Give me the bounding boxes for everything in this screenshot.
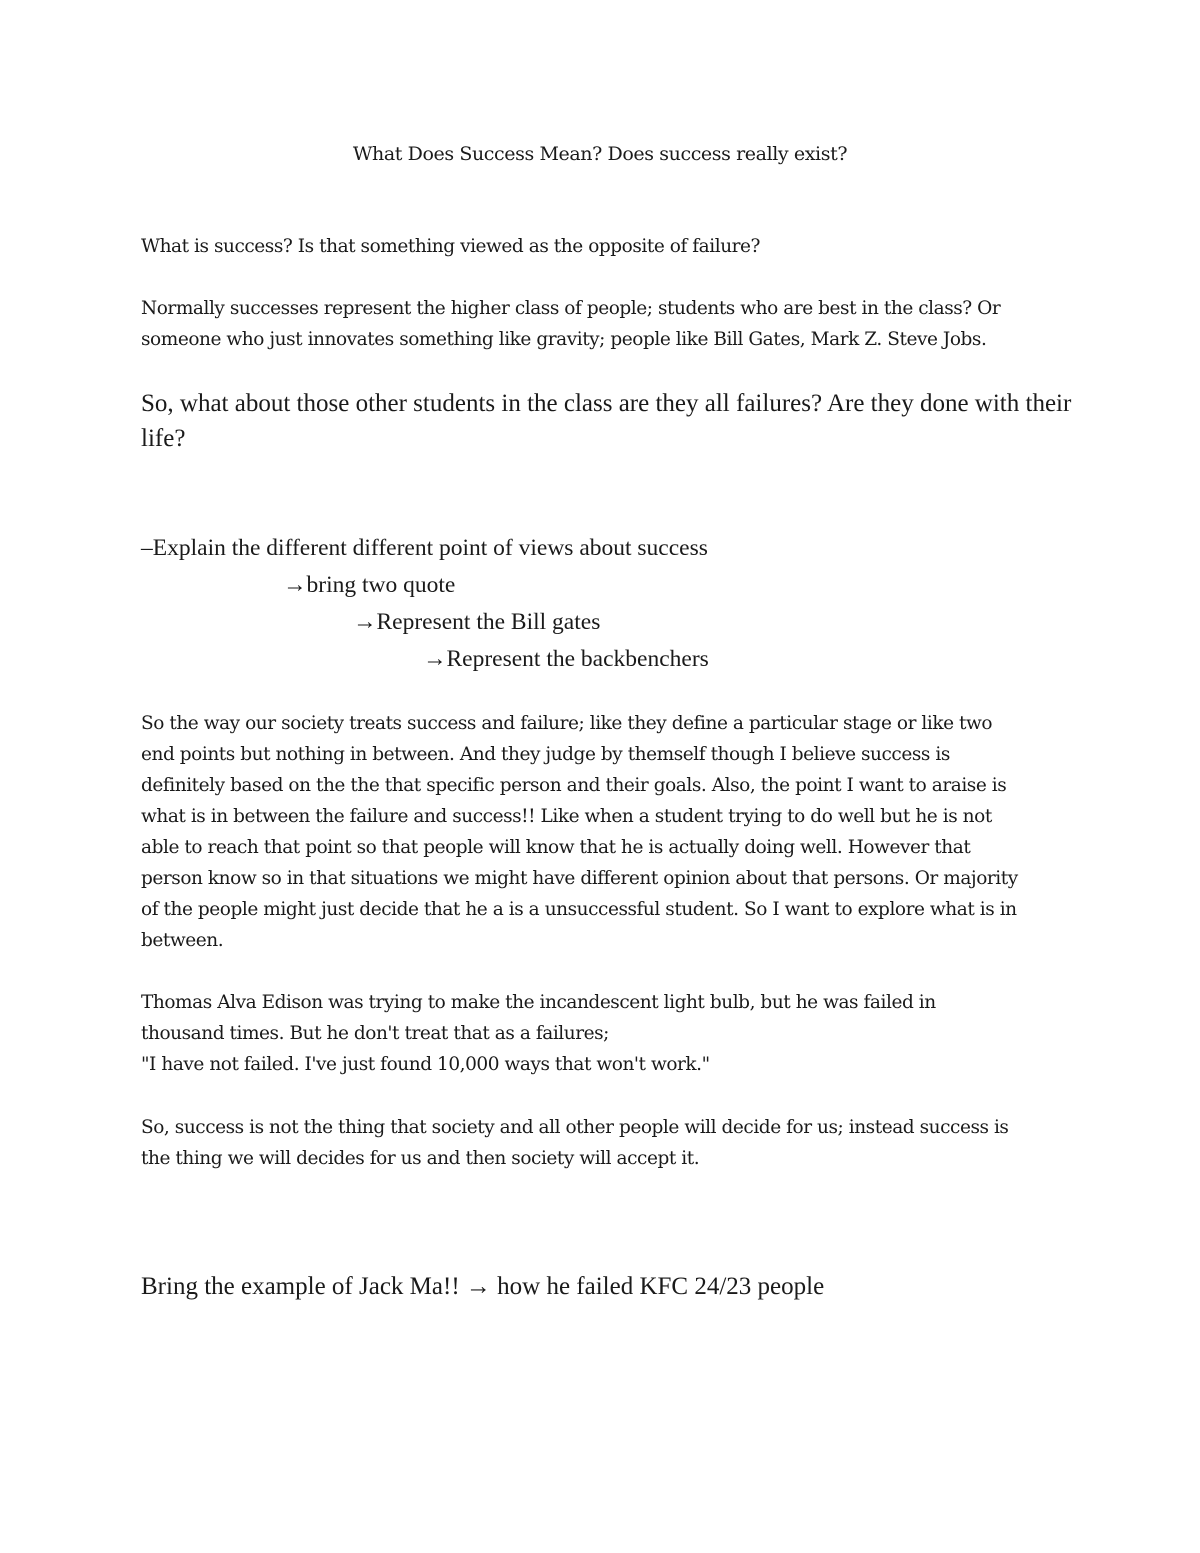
paragraph-line: person know so in that situations we might have different opinion about that persons. Or majority (141, 868, 1018, 889)
document-title: What Does Success Mean? Does success really exist? (352, 143, 848, 165)
outline-item: →bring two quote (283, 572, 456, 598)
paragraph-normally-successes (141, 293, 1061, 355)
outline-list (141, 530, 709, 678)
outline-item: →Represent the backbenchers (423, 646, 709, 672)
paragraph-line: what is in between the failure and success!! Like when a student trying to do well but he is not (141, 806, 992, 827)
paragraph-line: able to reach that point so that people will know that he is actually doing well. However that (141, 837, 971, 858)
paragraph-line: of the people might just decide that he a is a unsuccessful student. So I want to explore what is in (141, 899, 1017, 920)
paragraph-line: So, what about those other students in the class are they all failures? Are they done with their (141, 390, 1072, 417)
paragraph-conclusion (141, 1112, 1061, 1174)
closing-note: Bring the example of Jack Ma!! → how he failed KFC 24/23 people (141, 1273, 825, 1300)
paragraph-line: life? (141, 425, 186, 452)
paragraph-line: thousand times. But he don't treat that as a failures; (141, 1023, 609, 1044)
paragraph-line: So, success is not the thing that society and all other people will decide for us; instead success is (141, 1117, 1009, 1138)
outline-item: →Represent the Bill gates (353, 609, 601, 635)
paragraph-line: someone who just innovates something like gravity; people like Bill Gates, Mark Z. Steve Jobs. (141, 329, 987, 350)
paragraph-line: What is success? Is that something viewed as the opposite of failure? (141, 236, 761, 257)
paragraph-line: the thing we will decides for us and then society will accept it. (141, 1148, 700, 1169)
paragraph-line: between. (141, 930, 224, 951)
paragraph-line: Normally successes represent the higher class of people; students who are best in the class? Or (141, 298, 1001, 319)
paragraph-line: Thomas Alva Edison was trying to make the incandescent light bulb, but he was failed in (141, 992, 936, 1013)
paragraph-edison (141, 987, 1061, 1080)
paragraph-line: So the way our society treats success and failure; like they define a particular stage or like two (141, 713, 993, 734)
paragraph-line: definitely based on the the that specific person and their goals. Also, the point I want to araise is (141, 775, 1007, 796)
paragraph-line: end points but nothing in between. And they judge by themself though I believe success is (141, 744, 950, 765)
paragraph-line: "I have not failed. I've just found 10,000 ways that won't work." (141, 1054, 710, 1075)
paragraph-other-students-question (141, 386, 1081, 456)
paragraph-intro-question (141, 231, 1061, 262)
outline-item: –Explain the different different point of views about success (141, 535, 708, 561)
paragraph-society-treats-success (141, 708, 1061, 956)
